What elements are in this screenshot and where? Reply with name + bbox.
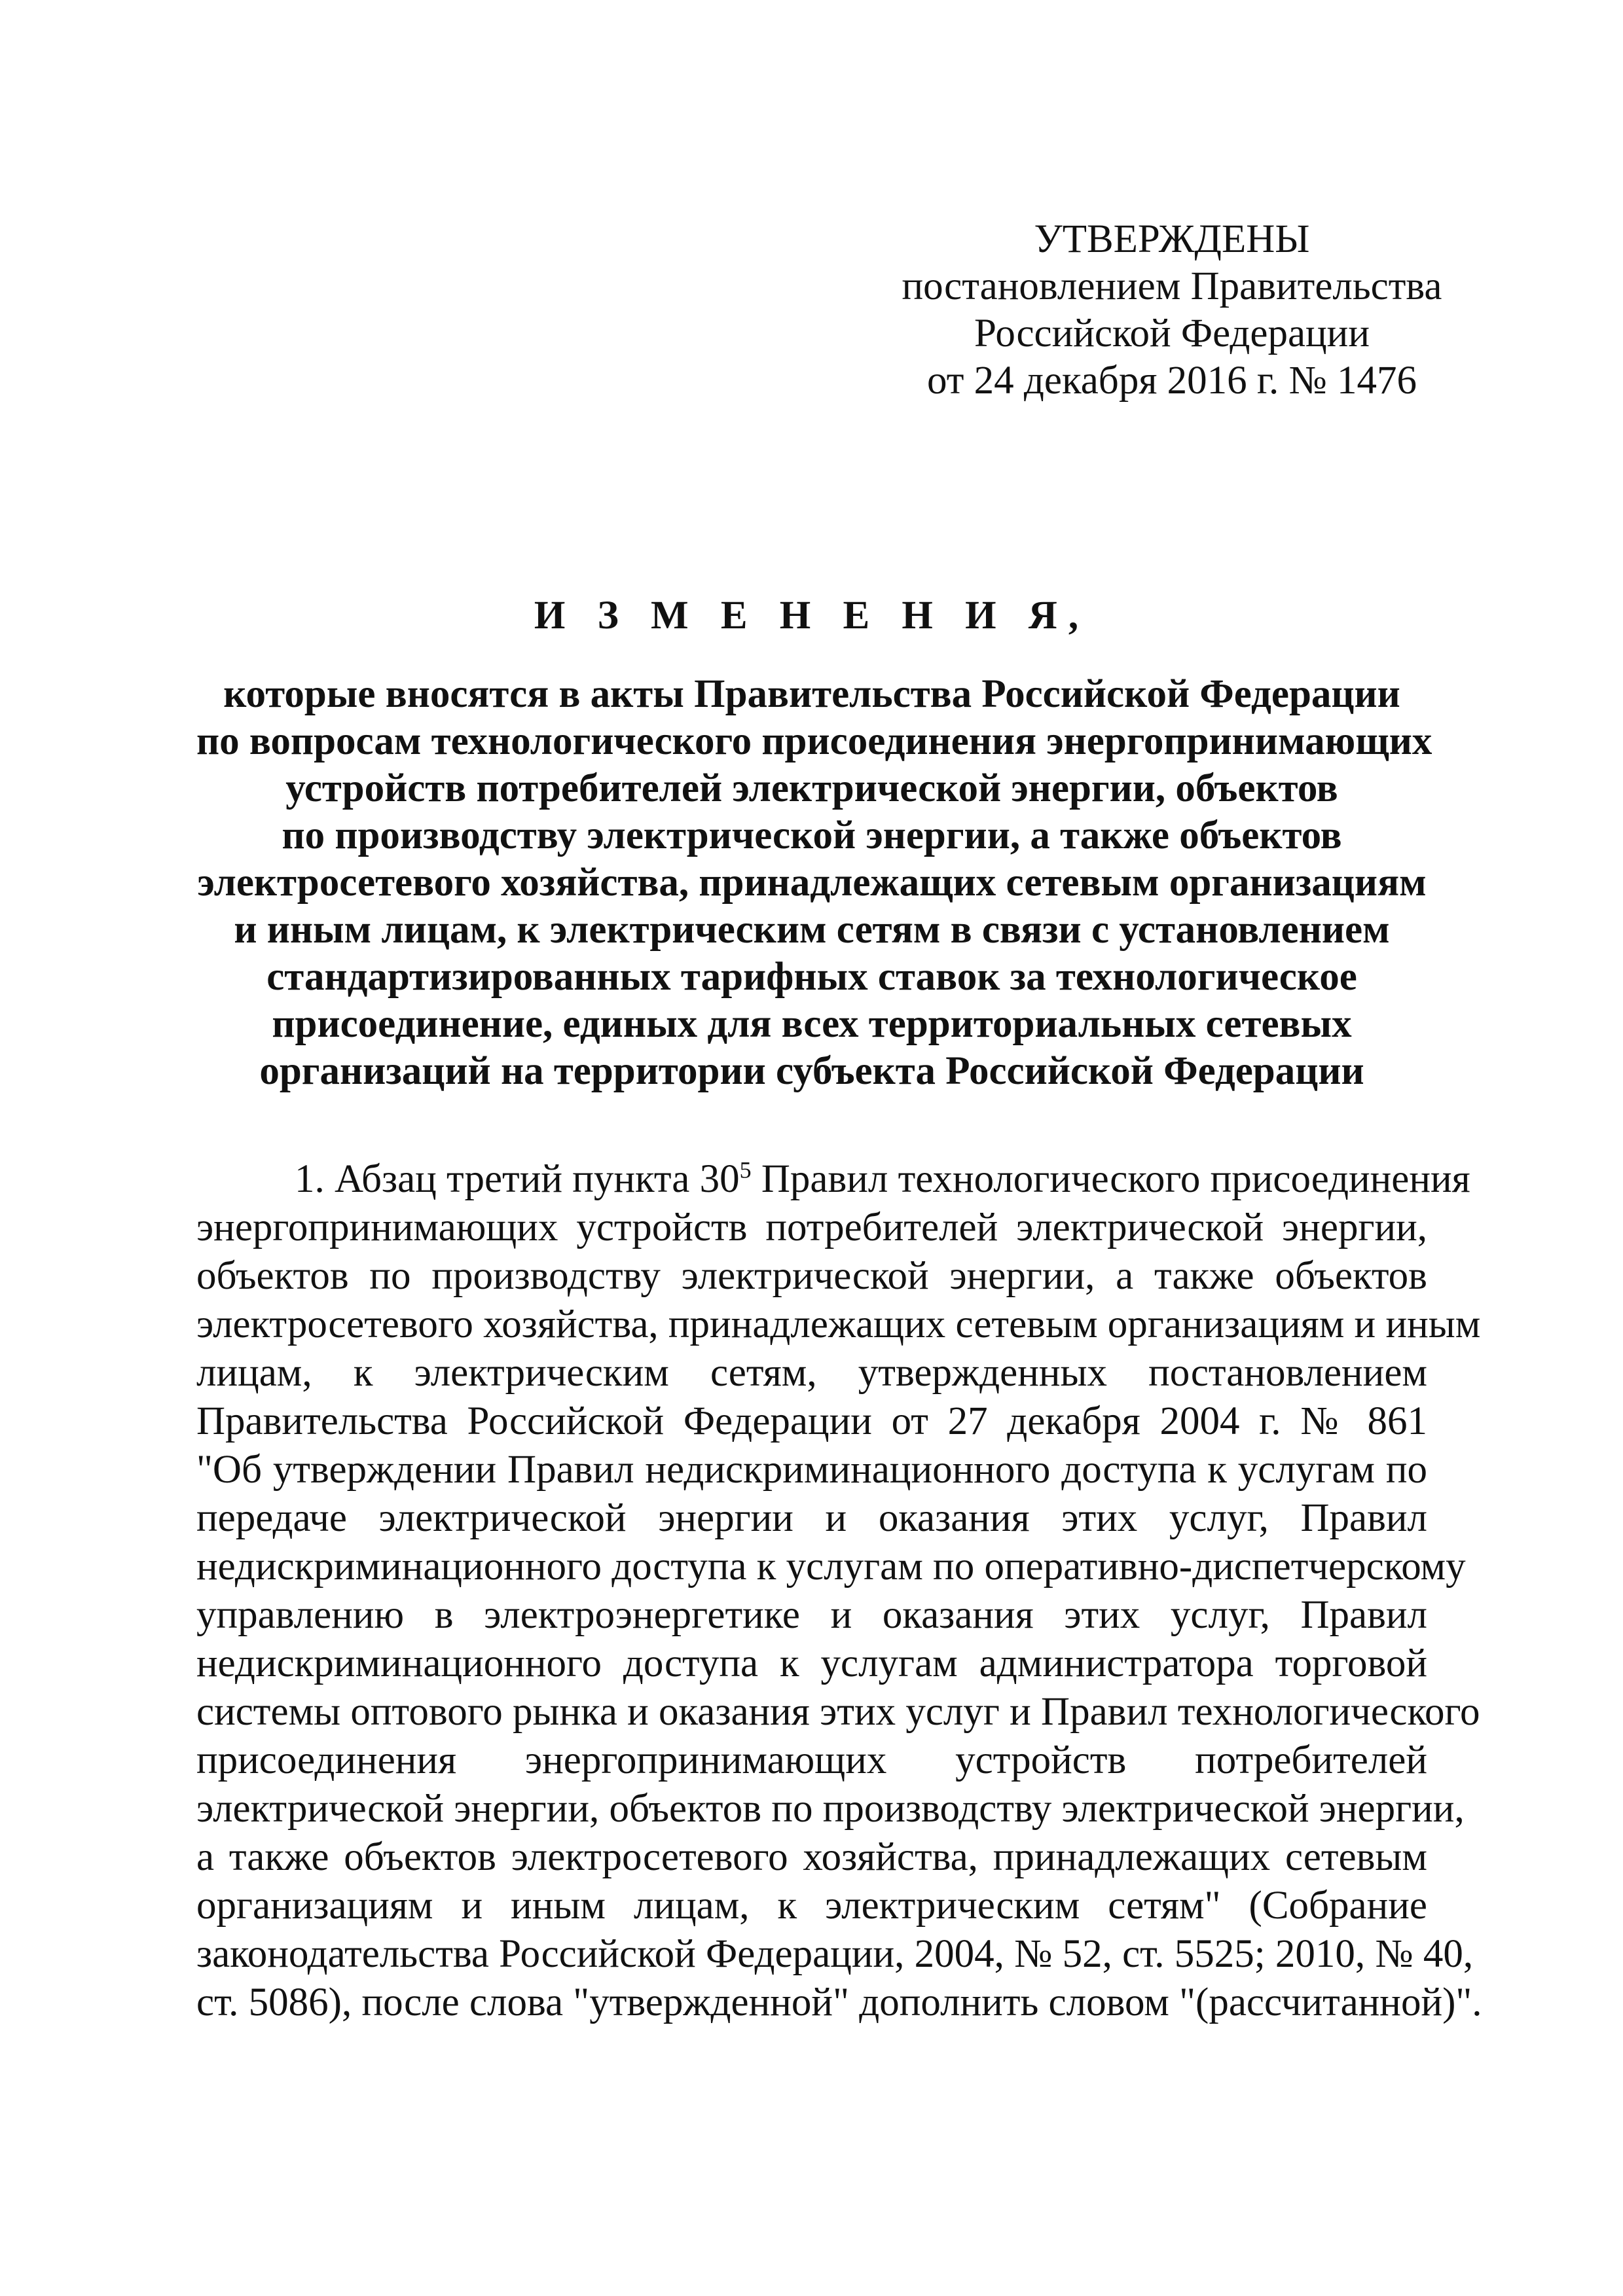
paragraph-1-text-rest: Правил технологического присоединения bbox=[751, 1157, 1470, 1201]
paragraph-line: управлению в электроэнергетике и оказания этих услуг, Правил bbox=[196, 1593, 1427, 1637]
subtitle-line: по вопросам технологического присоединения энергопринимающих bbox=[196, 719, 1432, 763]
subtitle-line: присоединение, единых для всех территориальных сетевых bbox=[272, 1002, 1352, 1046]
approval-line-3: от 24 декабря 2016 г. № 1476 bbox=[927, 359, 1417, 403]
subtitle-line: которые вносятся в акты Правительства Российской Федерации bbox=[223, 672, 1400, 716]
approval-line-2: Российской Федерации bbox=[974, 312, 1370, 355]
paragraph-line: объектов по производству электрической энергии, а также объектов bbox=[196, 1254, 1427, 1298]
paragraph-line: а также объектов электросетевого хозяйства, принадлежащих сетевым bbox=[196, 1835, 1427, 1879]
paragraph-line: организациям и иным лицам, к электрическим сетям" (Собрание bbox=[196, 1884, 1427, 1928]
paragraph-line: системы оптового рынка и оказания этих услуг и Правил технологического bbox=[196, 1690, 1480, 1734]
document-subtitle bbox=[196, 671, 1432, 1095]
paragraph-1-superscript: 5 bbox=[739, 1157, 752, 1183]
subtitle-line: устройств потребителей электрической энергии, объектов bbox=[285, 766, 1338, 810]
paragraph-line: недискриминационного доступа к услугам по оперативно-диспетчерскому bbox=[196, 1545, 1466, 1588]
document-title: И З М Е Н Е Н И Я, bbox=[534, 594, 1090, 637]
approval-stamp-title: УТВЕРЖДЕНЫ bbox=[1034, 217, 1310, 261]
paragraph-line: присоединения энергопринимающих устройств потребителей bbox=[196, 1738, 1427, 1782]
paragraph-1 bbox=[196, 1155, 1482, 2027]
subtitle-line: электросетевого хозяйства, принадлежащих сетевым организациям bbox=[197, 861, 1427, 905]
document-heading bbox=[196, 592, 1432, 1095]
subtitle-line: организаций на территории субъекта Российской Федерации bbox=[259, 1049, 1364, 1093]
paragraph-1-last-line: ст. 5086), после слова "утвержденной" дополнить словом "(рассчитанной)". bbox=[196, 1981, 1482, 2024]
paragraph-line: законодательства Российской Федерации, 2004, № 52, ст. 5525; 2010, № 40, bbox=[196, 1932, 1474, 1976]
paragraph-line: "Об утверждении Правил недискриминационного доступа к услугам по bbox=[196, 1448, 1427, 1492]
paragraph-line: лицам, к электрическим сетям, утвержденных постановлением bbox=[196, 1351, 1427, 1395]
paragraph-1-lines bbox=[196, 1204, 1481, 1979]
approval-line-1: постановлением Правительства bbox=[902, 264, 1442, 308]
subtitle-line: по производству электрической энергии, а также объектов bbox=[282, 814, 1342, 857]
paragraph-1-text-start: 1. Абзац третий пункта 30 bbox=[295, 1157, 740, 1201]
paragraph-line: энергопринимающих устройств потребителей электрической энергии, bbox=[196, 1206, 1427, 1249]
paragraph-1-first-line bbox=[196, 1155, 1470, 1204]
paragraph-line: недискриминационного доступа к услугам администратора торговой bbox=[196, 1641, 1427, 1685]
subtitle-line: стандартизированных тарифных ставок за технологическое bbox=[266, 955, 1357, 999]
subtitle-line: и иным лицам, к электрическим сетям в связи с установлением bbox=[234, 908, 1390, 952]
paragraph-line: Правительства Российской Федерации от 27 декабря 2004 г. № 861 bbox=[196, 1399, 1427, 1443]
approval-block bbox=[871, 216, 1473, 404]
paragraph-line: электрической энергии, объектов по производству электрической энергии, bbox=[196, 1787, 1465, 1831]
paragraph-line: электросетевого хозяйства, принадлежащих сетевым организациям и иным bbox=[196, 1302, 1481, 1346]
paragraph-line: передаче электрической энергии и оказания этих услуг, Правил bbox=[196, 1496, 1427, 1540]
